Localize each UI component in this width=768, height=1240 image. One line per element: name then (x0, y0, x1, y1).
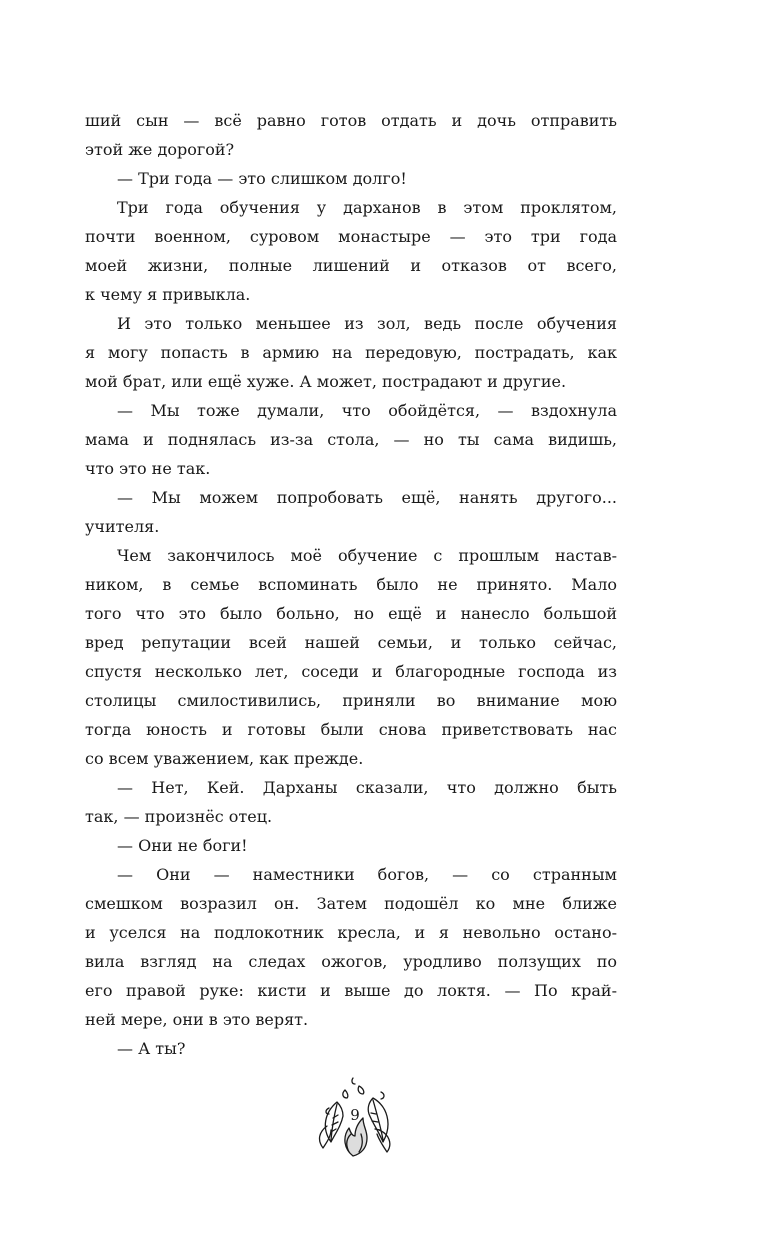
text-line: Чем закончилось моё обучение с прошлым настав- (117, 546, 617, 565)
text-line: его правой руке: кисти и выше до локтя. — По край- (85, 981, 617, 1000)
text-line: спустя несколько лет, соседи и благородные господа из (85, 662, 617, 681)
text-line: мама и поднялась из-за стола, — но ты сама видишь, (85, 430, 617, 449)
text-line: что это не так. (85, 459, 211, 478)
text-line: — Мы можем попробовать ещё, нанять другого... (117, 488, 617, 507)
text-line: — Они не боги! (117, 836, 248, 855)
text-line: этой же дорогой? (85, 140, 235, 159)
text-line: ший сын — всё равно готов отдать и дочь отправить (85, 111, 617, 130)
text-line: и уселся на подлокотник кресла, и я невольно остано- (85, 923, 617, 942)
page-number: 9 (350, 1106, 360, 1124)
text-line: — Мы тоже думали, что обойдётся, — вздохнула (117, 401, 617, 420)
text-line: Три года обучения у дарханов в этом проклятом, (117, 198, 617, 217)
text-line: ней мере, они в это верят. (85, 1010, 309, 1029)
text-line: моей жизни, полные лишений и отказов от всего, (85, 256, 617, 275)
text-line: вред репутации всей нашей семьи, и только сейчас, (85, 633, 617, 652)
text-line: смешком возразил он. Затем подошёл ко мне ближе (85, 894, 617, 913)
text-line: тогда юность и готовы были снова приветствовать нас (85, 720, 617, 739)
text-line: столицы смилостивились, приняли во внимание мою (85, 691, 617, 710)
text-line: И это только меньшее из зол, ведь после обучения (117, 314, 617, 333)
text-line: — Три года — это слишком долго! (117, 169, 407, 188)
text-line: — А ты? (117, 1039, 186, 1058)
folio-ornament (307, 1068, 403, 1164)
text-line: учителя. (85, 517, 160, 536)
page-text-block (85, 111, 617, 1068)
text-line: — Они — наместники богов, — со странным (117, 865, 617, 884)
text-line: со всем уважением, как прежде. (85, 749, 364, 768)
text-line: так, — произнёс отец. (85, 807, 273, 826)
text-line: я могу попасть в армию на передовую, пострадать, как (85, 343, 617, 362)
text-line: — Нет, Кей. Дарханы сказали, что должно быть (117, 778, 617, 797)
text-line: мой брат, или ещё хуже. А может, пострадают и другие. (85, 372, 567, 391)
text-line: к чему я привыкла. (85, 285, 251, 304)
text-line: того что это было больно, но ещё и нанесло большой (85, 604, 617, 623)
text-line: ником, в семье вспоминать было не принято. Мало (85, 575, 617, 594)
text-line: почти военном, суровом монастыре — это три года (85, 227, 617, 246)
text-line: вила взгляд на следах ожогов, уродливо ползущих по (85, 952, 617, 971)
